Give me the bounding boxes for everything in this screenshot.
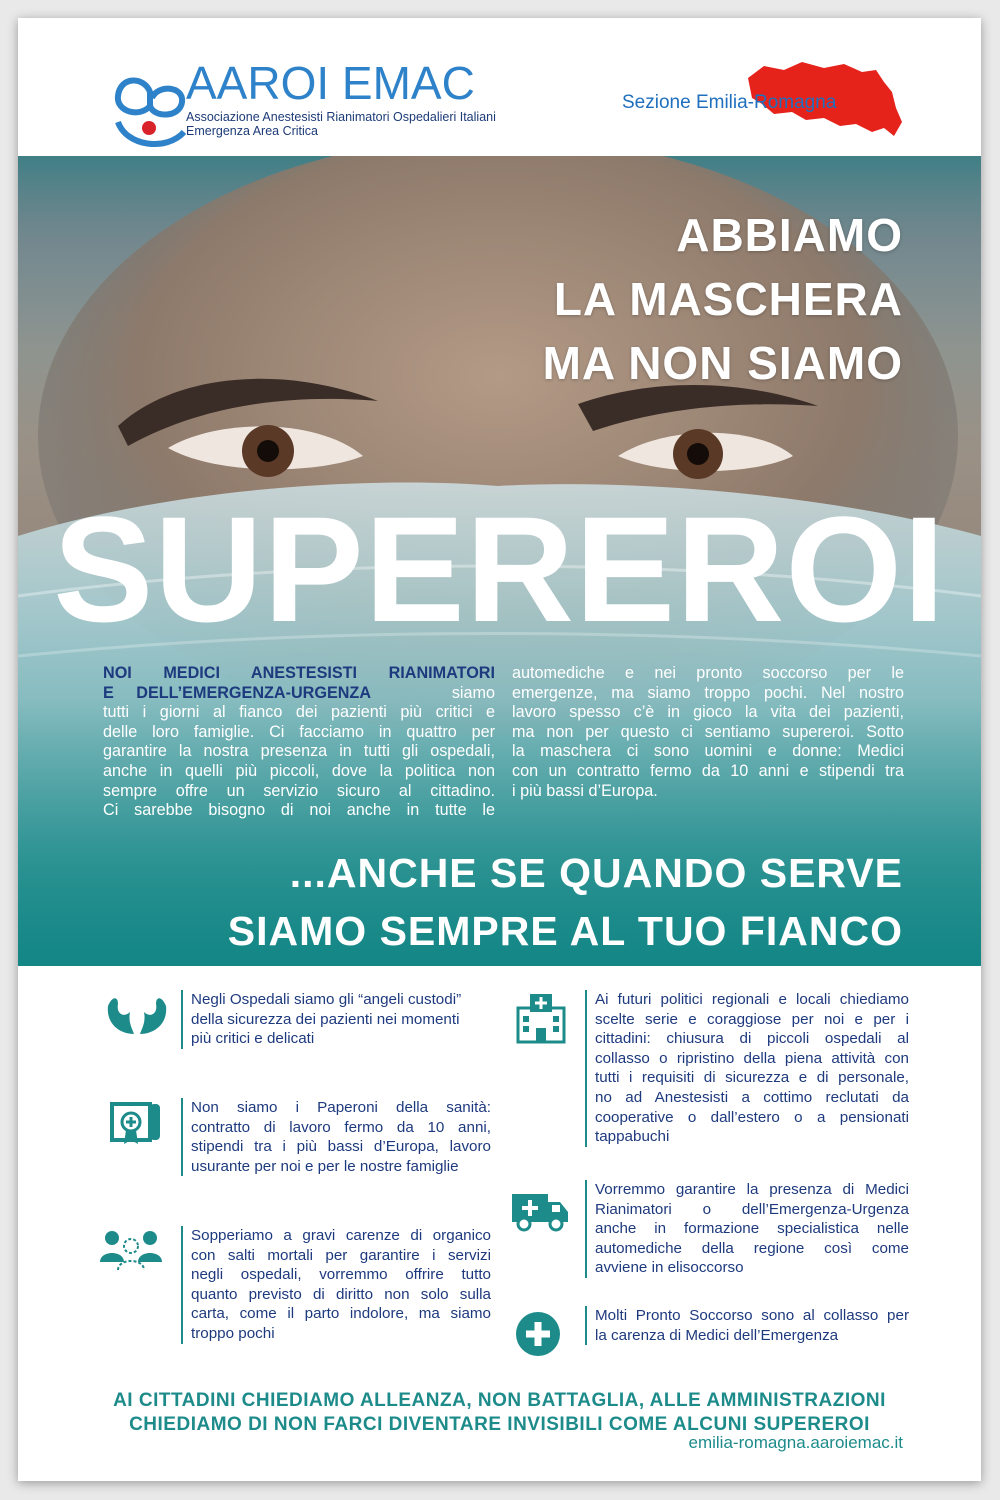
point-hospitals [508, 990, 908, 1160]
body-column-left [103, 664, 495, 821]
poster-sheet [18, 18, 981, 1481]
point-line: tutti i requisiti di sicurezza e di personale, [595, 1069, 909, 1087]
point-text [585, 1306, 909, 1345]
body-lead-line-2 [103, 684, 495, 704]
point-line: Sopperiamo a gravi carenze di organico [191, 1227, 491, 1244]
point-line: cooperative o dall’estero o a pensionati [595, 1108, 909, 1126]
point-line: automediche della regione così come [595, 1239, 909, 1257]
contract-scroll-icon [104, 1098, 170, 1154]
supereroi-title: SUPEREROI [53, 485, 946, 653]
body-column-right [512, 664, 904, 801]
point-staff [98, 1226, 494, 1356]
body-lead-line-1: NOI MEDICI ANESTESISTI RIANIMATORI [103, 664, 495, 682]
logo-subtitle-line-2: Emergenza Area Critica [186, 124, 319, 138]
hospital-building-icon [508, 990, 574, 1046]
body-text-line: Ci sarebbe bisogno di noi anche in tutte le [103, 801, 495, 820]
body-text-line: sempre offre un servizio sicuro al cittadino. [103, 781, 495, 800]
point-line: carta, come il parto indolore, ma siamo [191, 1305, 491, 1323]
point-line: stipendi tra i più bassi d’Europa, lavoro [191, 1138, 491, 1156]
point-line: contratto di lavoro fermo da 10 anni, [191, 1118, 491, 1136]
point-line: con salti mortali per garantire i servizi [191, 1246, 491, 1264]
point-line: quanto previsto di diritto non solo sulla [191, 1285, 491, 1303]
headline-line-1: ABBIAMO [676, 209, 903, 261]
point-text [585, 1180, 909, 1278]
body-text-line: automediche e nei pronto soccorso per le [512, 664, 904, 682]
point-line: usurante per noi e per le nostre famiglie [191, 1157, 459, 1175]
body-text-line: garantire la nostra presenza in tutti gli ospedali, [103, 742, 495, 761]
body-text-line: siamo [451, 683, 495, 702]
point-line: della sicurezza dei pazienti nei momenti [191, 1010, 460, 1028]
headline-line-3: MA NON SIAMO [542, 337, 903, 389]
point-line: collasso o ripristino della piena attività con [595, 1049, 909, 1067]
point-text [181, 990, 491, 1049]
point-line: Ai futuri politici regionali e locali chiediamo [595, 991, 909, 1008]
closing-appeal-line-1: AI CITTADINI CHIEDIAMO ALLEANZA, NON BATTAGLIA, ALLE AMMINISTRAZIONI [113, 1390, 886, 1411]
tagline-line-1: ...ANCHE SE QUANDO SERVE [289, 850, 903, 896]
body-text-line: anche in quelli più piccoli, dove la politica non [103, 761, 495, 780]
logo-name: AAROI EMAC [186, 57, 475, 109]
point-line: avviene in elisoccorso [595, 1259, 744, 1277]
body-text-line: emergenze, ma siamo troppo pochi. Nel nostro [512, 683, 904, 702]
body-text-line: tutti i giorni al fianco dei pazienti più critici e [103, 703, 495, 722]
point-contract [104, 1098, 494, 1188]
aaroi-logo-icon [106, 62, 196, 158]
point-line: Non siamo i Paperoni della sanità: [191, 1099, 491, 1116]
medical-cross-icon [508, 1306, 574, 1362]
point-line: no ad Anestesisti a cottimo reclutati da [595, 1088, 909, 1106]
website-url: emilia-romagna.aaroiemac.it [688, 1433, 903, 1452]
point-line: troppo pochi [191, 1324, 275, 1342]
point-line: Negli Ospedali siamo gli “angeli custodi” [191, 991, 462, 1008]
point-line: Molti Pronto Soccorso sono al collasso per [595, 1307, 909, 1324]
point-line: cittadini: chiusura di piccoli ospedali al [595, 1030, 909, 1048]
point-line: negli ospedali, vorremmo offrire tutto [191, 1266, 491, 1284]
body-text-line: lavoro spesso c’è in gioco la vita dei pazienti, [512, 703, 904, 722]
point-line: più critici e delicati [191, 1030, 315, 1048]
body-text-line: i più bassi d’Europa. [512, 781, 658, 800]
body-text-line: ma non per questo ci sentiamo supereroi. Sotto [512, 722, 904, 741]
body-text-line: con un contratto fermo da 10 anni e stipendi tra [512, 761, 904, 780]
point-line: Rianimatori o dell’Emergenza-Urgenza [595, 1200, 909, 1218]
point-line: anche in formazione specialistica nelle [595, 1220, 909, 1238]
tagline-line-2: SIAMO SEMPRE AL TUO FIANCO [227, 908, 903, 954]
point-first-aid [508, 1306, 908, 1366]
logo-subtitle-line-1: Associazione Anestesisti Rianimatori Ospedalieri Italiani [186, 110, 496, 124]
point-text [181, 1226, 491, 1344]
staff-group-icon [98, 1224, 164, 1280]
closing-appeal-line-2: CHIEDIAMO DI NON FARCI DIVENTARE INVISIBILI COME ALCUNI SUPEREROI [129, 1414, 870, 1435]
ambulance-icon [508, 1180, 574, 1236]
body-lead-text: E DELL’EMERGENZA-URGENZA [103, 683, 372, 702]
body-text-line: delle loro famiglie. Ci facciamo in quattro per [103, 722, 495, 741]
point-line: tappabuchi [595, 1128, 670, 1146]
point-line: Vorremmo garantire la presenza di Medici [595, 1181, 909, 1198]
point-ambulance [508, 1180, 908, 1280]
point-text [585, 990, 909, 1147]
point-line: scelte serie e coraggiose per noi e per i [595, 1010, 909, 1028]
angel-wings-icon [104, 990, 170, 1046]
body-text-line: la maschera ci sono uomini e donne: Medici [512, 742, 904, 761]
point-angels [104, 990, 494, 1060]
point-text [181, 1098, 491, 1176]
headline-line-2: LA MASCHERA [553, 273, 903, 325]
point-line: la carenza di Medici dell’Emergenza [595, 1326, 839, 1344]
hero-banner [18, 156, 981, 966]
region-label: Sezione Emilia-Romagna [622, 92, 837, 113]
